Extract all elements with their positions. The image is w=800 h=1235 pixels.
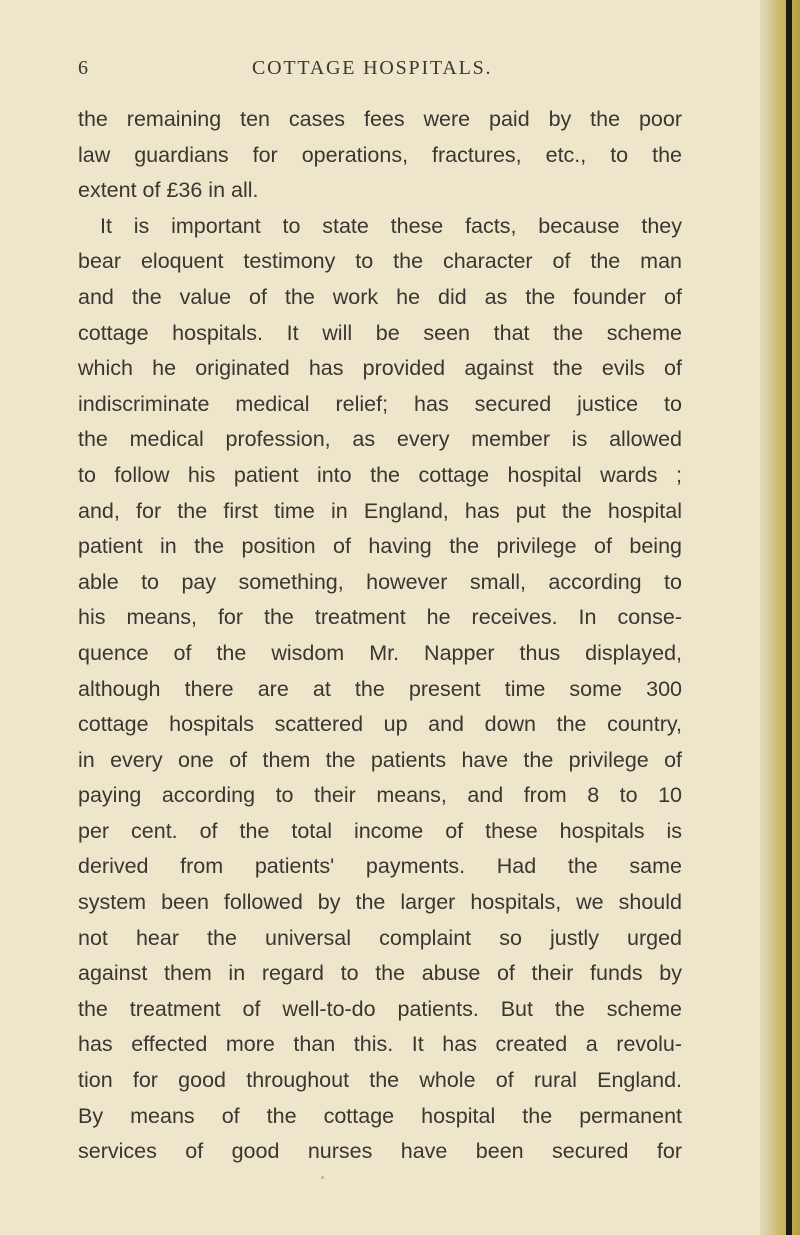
text-line: cottage hospitals. It will be seen that the scheme (78, 320, 682, 345)
text-line: patient in the position of having the privilege of being (78, 534, 682, 559)
text-line: per cent. of the total income of these hospitals is (78, 818, 682, 843)
text-line: able to pay something, however small, according to (78, 569, 682, 594)
running-title: COTTAGE HOSPITALS. (252, 57, 493, 79)
text-line: By means of the cottage hospital the permanent (78, 1103, 682, 1128)
text-line: in every one of them the patients have the privilege of (78, 747, 682, 772)
text-line: extent of £36 in all. (78, 178, 259, 203)
text-line: has effected more than this. It has created a revolu- (78, 1032, 682, 1057)
text-line: law guardians for operations, fractures, etc., to the (78, 142, 682, 167)
text-line: his means, for the treatment he receives. In conse- (78, 605, 682, 630)
text-line: which he originated has provided against the evils of (78, 356, 682, 381)
text-line: paying according to their means, and from 8 to 10 (78, 783, 682, 808)
text-line: indiscriminate medical relief; has secured justice to (78, 391, 682, 416)
page-binding-edge (760, 0, 800, 1235)
text-line: It is important to state these facts, because they (100, 213, 682, 238)
ink-speck (321, 1176, 324, 1179)
text-line: to follow his patient into the cottage hospital wards ; (78, 462, 682, 487)
text-line: the treatment of well-to-do patients. But the scheme (78, 996, 682, 1021)
text-line: although there are at the present time some 300 (78, 676, 682, 701)
text-line: not hear the universal complaint so justly urged (78, 925, 682, 950)
text-line: derived from patients' payments. Had the same (78, 854, 682, 879)
text-line: services of good nurses have been secured for (78, 1139, 682, 1164)
text-line: tion for good throughout the whole of rural England. (78, 1068, 682, 1093)
text-line: and the value of the work he did as the founder of (78, 284, 682, 309)
text-line: the medical profession, as every member is allowed (78, 427, 682, 452)
text-line: the remaining ten cases fees were paid by the poor (78, 107, 682, 131)
running-head (78, 57, 678, 87)
text-line: and, for the first time in England, has put the hospital (78, 498, 682, 523)
text-line: system been followed by the larger hospitals, we should (78, 890, 682, 915)
text-line: quence of the wisdom Mr. Napper thus displayed, (78, 640, 682, 665)
body-text (78, 102, 682, 1170)
text-line: against them in regard to the abuse of their funds by (78, 961, 682, 986)
binding-dark-edge (786, 0, 792, 1235)
page-number: 6 (78, 57, 90, 79)
text-line: cottage hospitals scattered up and down the country, (78, 712, 682, 737)
text-line: bear eloquent testimony to the character of the man (78, 249, 682, 274)
